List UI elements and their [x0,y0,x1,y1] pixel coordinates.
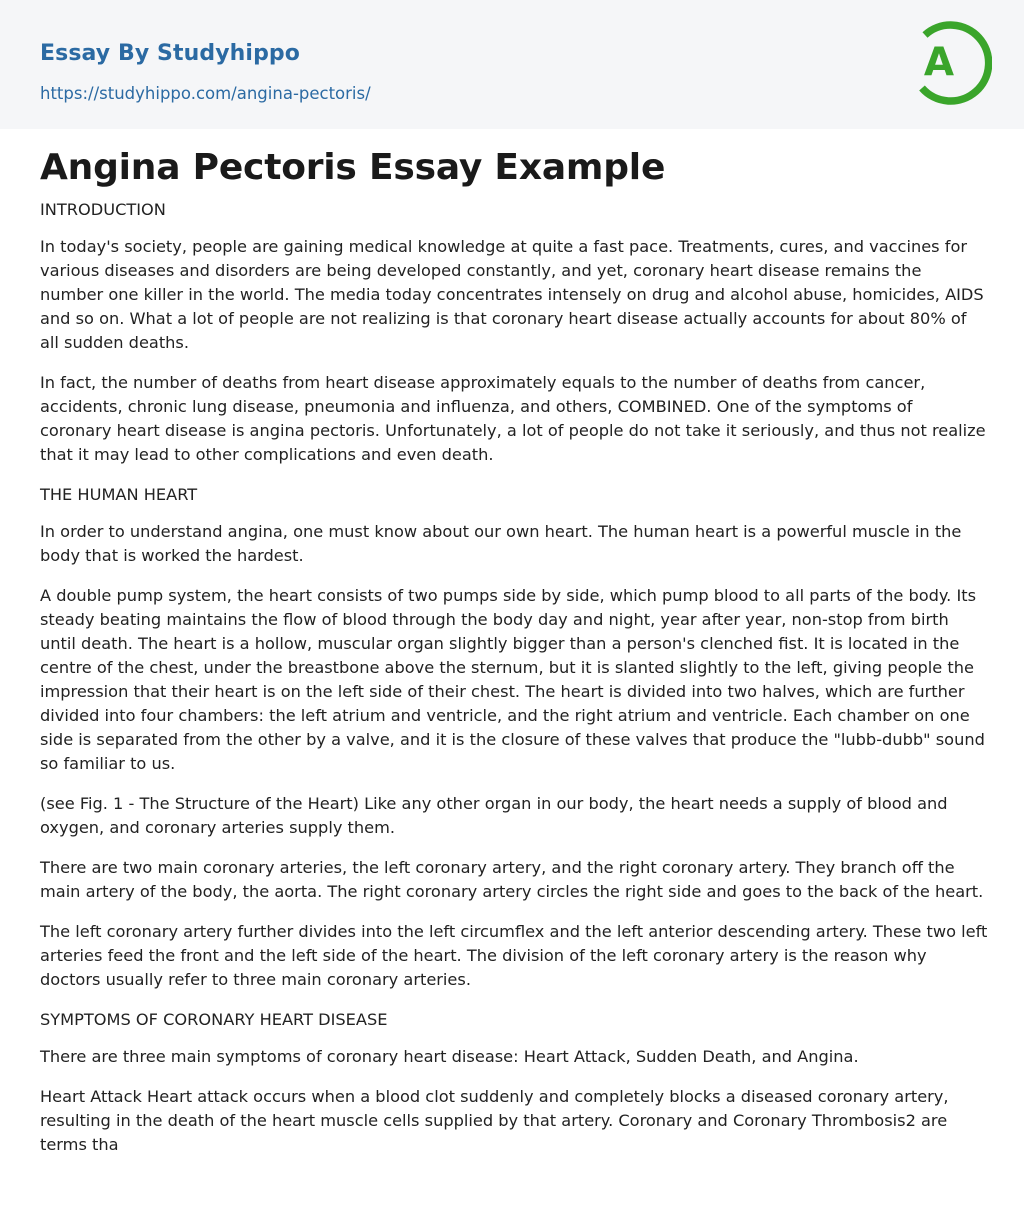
page-title: Angina Pectoris Essay Example [40,147,666,188]
essay-body [40,198,988,1173]
paragraph: In today's society, people are gaining medical knowledge at quite a fast pace. Treatments, cures, and vaccines for various diseases and disorders are being developed constantly, and yet, coronary heart disease remains the number one killer in the world. The media today concentrates intensely on drug and alcohol abuse, homicides, AIDS and so on. What a lot of people are not realizing is that coronary heart disease actually accounts for about 80% of all sudden deaths. [40,237,984,352]
site-brand[interactable]: Essay By Studyhippo [40,41,300,66]
section-heading: INTRODUCTION [40,200,166,219]
section-heading: SYMPTOMS OF CORONARY HEART DISEASE [40,1010,388,1029]
logo-letter: A [923,40,955,85]
paragraph: Heart Attack Heart attack occurs when a blood clot suddenly and completely blocks a diseased coronary artery, resulting in the death of the heart muscle cells supplied by that artery. Coronary and Coronary Thrombosis2 are terms tha [40,1087,949,1154]
paragraph: In order to understand angina, one must know about our own heart. The human heart is a powerful muscle in the body that is worked the hardest. [40,522,962,565]
paragraph: A double pump system, the heart consists of two pumps side by side, which pump blood to all parts of the body. Its steady beating maintains the flow of blood through the body day and night, year after year, non-stop from birth until death. The heart is a hollow, muscular organ slightly bigger than a person's clenched fist. It is located in the centre of the chest, under the breastbone above the sternum, but it is slanted slightly to the left, giving people the impression that their heart is on the left side of their chest. The heart is divided into two halves, which are further divided into four chambers: the left atrium and ventricle, and the right atrium and ventricle. Each chamber on one side is separated from the other by a valve, and it is the closure of these valves that produce the "lubb-dubb" sound so familiar to us. [40,586,985,773]
paragraph: There are two main coronary arteries, the left coronary artery, and the right coronary artery. They branch off the main artery of the body, the aorta. The right coronary artery circles the right side and goes to the back of the heart. [40,858,984,901]
paragraph: (see Fig. 1 - The Structure of the Heart) Like any other organ in our body, the heart needs a supply of blood and oxygen, and coronary arteries supply them. [40,794,948,837]
section-heading: THE HUMAN HEART [40,485,198,504]
essay-url-link[interactable]: https://studyhippo.com/angina-pectoris/ [40,84,371,103]
paragraph: There are three main symptoms of coronary heart disease: Heart Attack, Sudden Death, and Angina. [40,1047,859,1066]
studyhippo-logo-icon[interactable] [906,17,992,107]
paragraph: In fact, the number of deaths from heart disease approximately equals to the number of deaths from cancer, accidents, chronic lung disease, pneumonia and influenza, and others, COMBINED. One of the symptoms of coronary heart disease is angina pectoris. Unfortunately, a lot of people do not take it seriously, and thus not realize that it may lead to other complications and even death. [40,373,986,464]
paragraph: The left coronary artery further divides into the left circumflex and the left anterior descending artery. These two left arteries feed the front and the left side of the heart. The division of the left coronary artery is the reason why doctors usually refer to three main coronary arteries. [40,922,988,989]
